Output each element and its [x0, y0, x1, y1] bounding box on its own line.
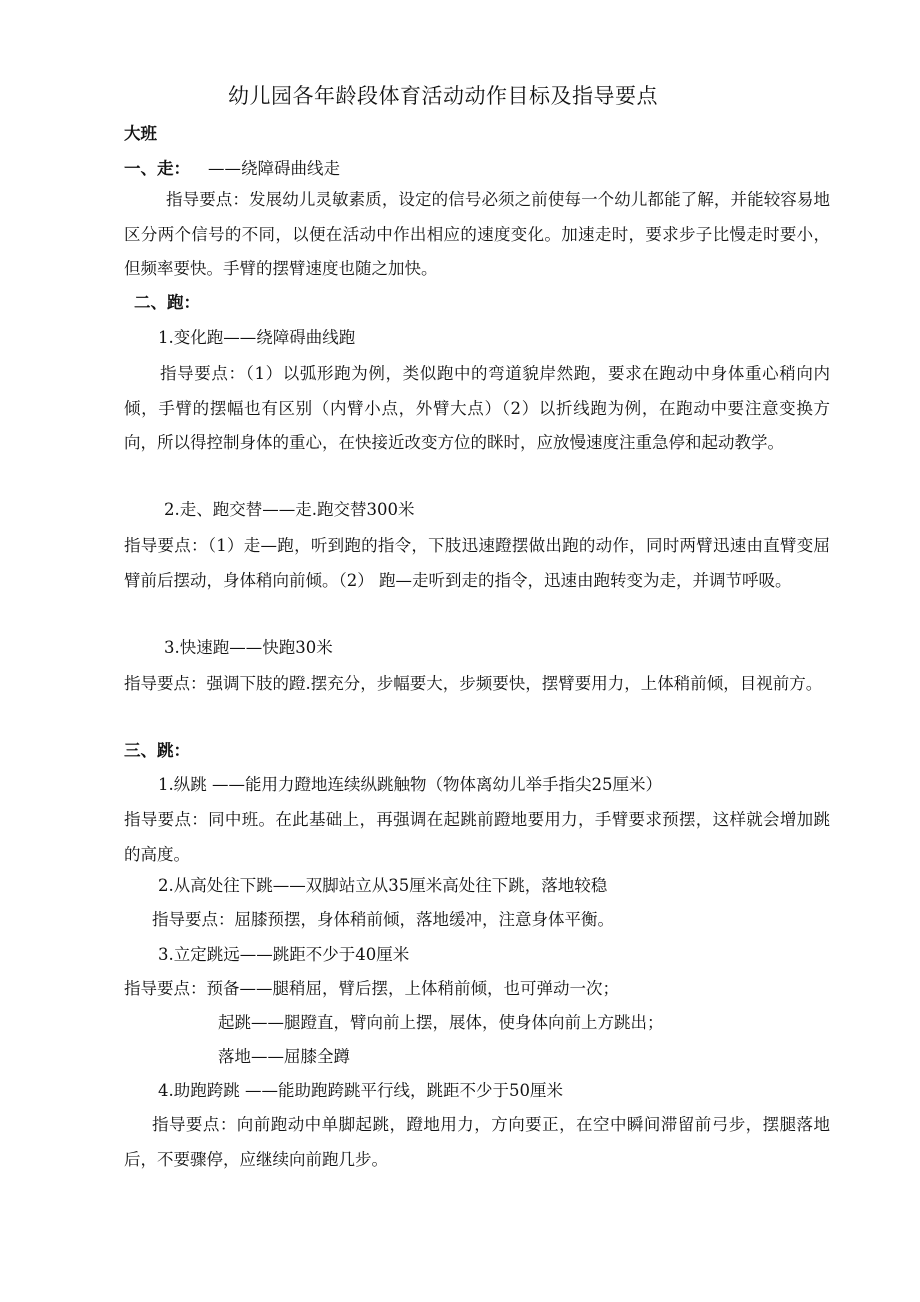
- run-item1-guide: 指导要点：（1）以弧形跑为例，类似跑中的弯道貌岸然跑，要求在跑动中身体重心稍向内倾，手臂的摆幅也有区别（内臂小点，外臂大点）（2）以折线跑为例，在跑动中要注意变换方向，所以得控制身体的重心，在快接近改变方位的眯时，应放慢速度注重急停和起动教学。: [124, 364, 830, 453]
- walk-guide: 指导要点：发展幼儿灵敏素质，设定的信号必须之前使每一个幼儿都能了解，并能较容易地区分两个信号的不同，以便在活动中作出相应的速度变化。加速走时，要求步子比慢走时要小，但频率要快。手臂的摆臂速度也随之加快。: [124, 190, 830, 279]
- jump-item4-guide: 指导要点：向前跑动中单脚起跳，蹬地用力，方向要正，在空中瞬间滞留前弓步，摆腿落地后，不要骤停，应继续向前跑几步。: [124, 1115, 830, 1169]
- jump-item2-guide: 指导要点：屈膝预摆，身体稍前倾，落地缓冲，注意身体平衡。: [152, 910, 614, 929]
- run-item3-guide: 指导要点：强调下肢的蹬.摆充分，步幅要大，步频要快，摆臂要用力，上体稍前倾，目视前方。: [124, 674, 823, 693]
- jump-item1-title: 1.纵跳 ——能用力蹬地连续纵跳触物（物体离幼儿举手指尖25厘米）: [158, 775, 662, 794]
- jump-item4-title: 4.助跑跨跳 ——能助跑跨跳平行线，跳距不少于50厘米: [158, 1081, 563, 1100]
- section-run-heading: 二、跑：: [134, 293, 200, 312]
- document-title: 幼儿园各年龄段体育活动动作目标及指导要点: [228, 84, 658, 108]
- run-item1-title: 1.变化跑——绕障碍曲线跑: [158, 328, 356, 347]
- section-walk-subtitle: ——绕障碍曲线走: [208, 159, 340, 178]
- jump-item3-title: 3.立定跳远——跳距不少于40厘米: [158, 945, 410, 964]
- jump-item2-title: 2.从高处往下跳——双脚站立从35厘米高处往下跳，落地较稳: [158, 876, 608, 895]
- run-item2-guide: 指导要点：（1）走—跑，听到跑的指令，下肢迅速蹬摆做出跑的动作，同时两臂迅速由直臂变屈臂前后摆动，身体稍向前倾。（2） 跑—走听到走的指令，迅速由跑转变为走，并调节呼吸。: [124, 536, 830, 590]
- section-jump-heading: 三、跳：: [124, 741, 190, 760]
- jump-item3-guide-landing: 落地——屈膝全蹲: [218, 1047, 350, 1066]
- jump-item3-guide-prepare: 指导要点：预备——腿稍屈，臂后摆，上体稍前倾，也可弹动一次；: [124, 979, 619, 998]
- class-heading: 大班: [124, 124, 157, 143]
- jump-item1-guide: 指导要点：同中班。在此基础上，再强调在起跳前蹬地要用力，手臂要求预摆，这样就会增加跳的高度。: [124, 810, 830, 864]
- run-item3-title: 3.快速跑——快跑30米: [164, 638, 333, 657]
- run-item2-title: 2.走、跑交替——走.跑交替300米: [164, 500, 415, 519]
- jump-item3-guide-takeoff: 起跳——腿蹬直，臂向前上摆，展体，使身体向前上方跳出；: [218, 1013, 664, 1032]
- section-walk-heading: 一、走：: [124, 159, 190, 178]
